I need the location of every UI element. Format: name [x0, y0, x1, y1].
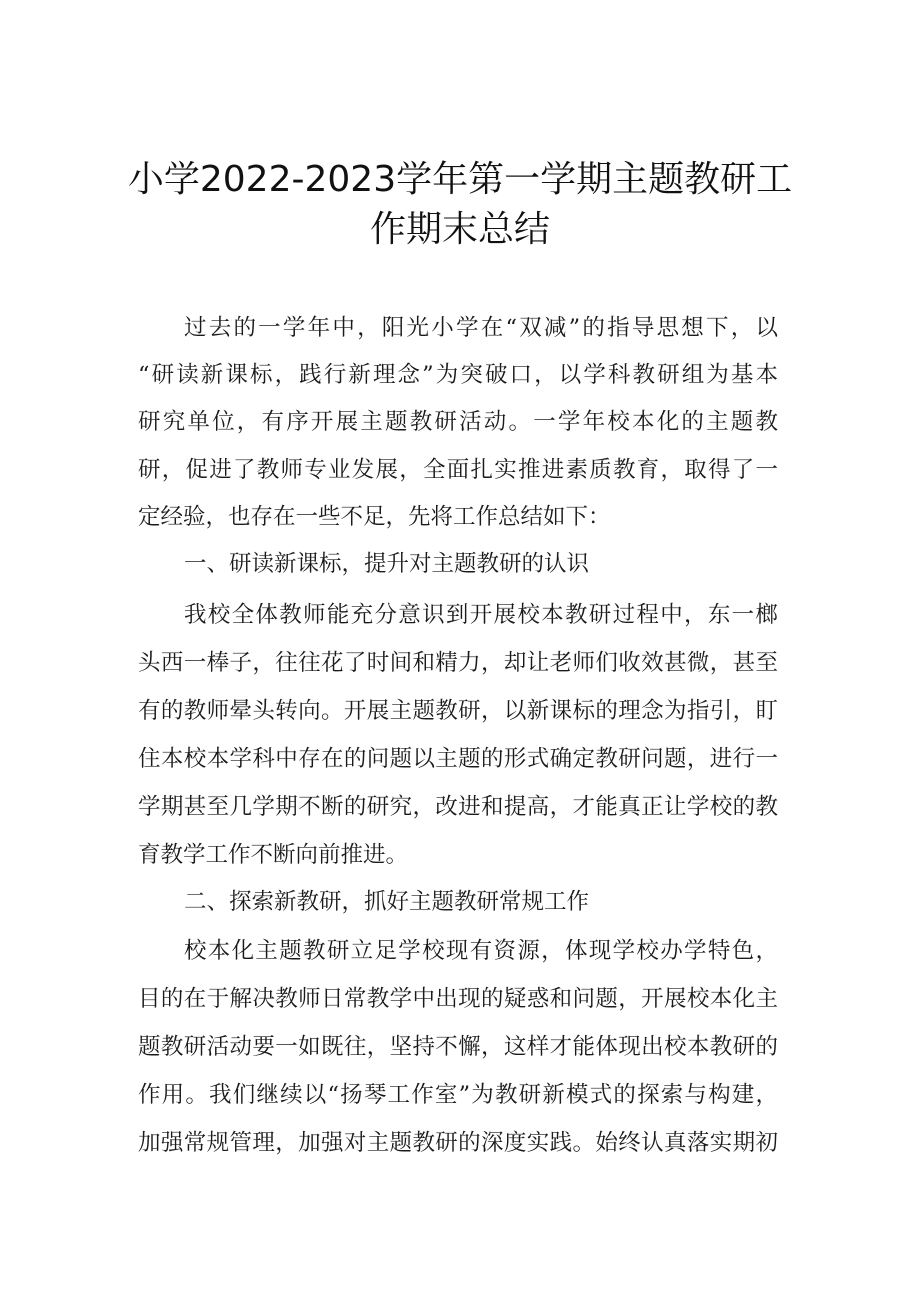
- document-title-line-1: 小学2022-2023学年第一学期主题教研工: [127, 159, 793, 200]
- paragraph-line: 我校全体教师能充分意识到开展校本教研过程中，东一榔: [184, 602, 778, 628]
- paragraph-line: 题教研活动要一如既往，坚持不懈，这样才能体现出校本教研的: [138, 1034, 778, 1060]
- paragraph-line: 研究单位，有序开展主题教研活动。一学年校本化的主题教: [138, 409, 778, 435]
- paragraph-line: 育教学工作不断向前推进。: [138, 842, 409, 868]
- paragraph-line: 学期甚至几学期不断的研究，改进和提高，才能真正让学校的教: [138, 794, 778, 820]
- paragraph-line: 定经验，也存在一些不足，先将工作总结如下：: [138, 504, 611, 530]
- paragraph-line: 研，促进了教师专业发展，全面扎实推进素质教育，取得了一: [138, 457, 778, 483]
- section-heading: 二、探索新教研，抓好主题教研常规工作: [184, 889, 590, 915]
- paragraph-line: 过去的一学年中，阳光小学在“双减”的指导思想下，以: [184, 315, 778, 341]
- paragraph-line: 加强常规管理，加强对主题教研的深度实践。始终认真落实期初: [138, 1130, 778, 1156]
- document-title-line-2: 作期末总结: [369, 209, 550, 250]
- paragraph-line: 作用。我们继续以“扬琴工作室”为教研新模式的探索与构建，: [138, 1082, 778, 1108]
- paragraph-line: 目的在于解决教师日常教学中出现的疑惑和问题，开展校本化主: [138, 986, 778, 1012]
- section-heading: 一、研读新课标，提升对主题教研的认识: [184, 551, 590, 577]
- paragraph-line: “研读新课标，践行新理念”为突破口，以学科教研组为基本: [138, 362, 778, 388]
- paragraph-line: 校本化主题教研立足学校现有资源，体现学校办学特色，: [184, 938, 778, 964]
- paragraph-line: 头西一棒子，往往花了时间和精力，却让老师们收效甚微，甚至: [138, 650, 778, 676]
- paragraph-line: 有的教师晕头转向。开展主题教研，以新课标的理念为指引，盯: [138, 698, 778, 724]
- paragraph-line: 住本校本学科中存在的问题以主题的形式确定教研问题，进行一: [138, 746, 778, 772]
